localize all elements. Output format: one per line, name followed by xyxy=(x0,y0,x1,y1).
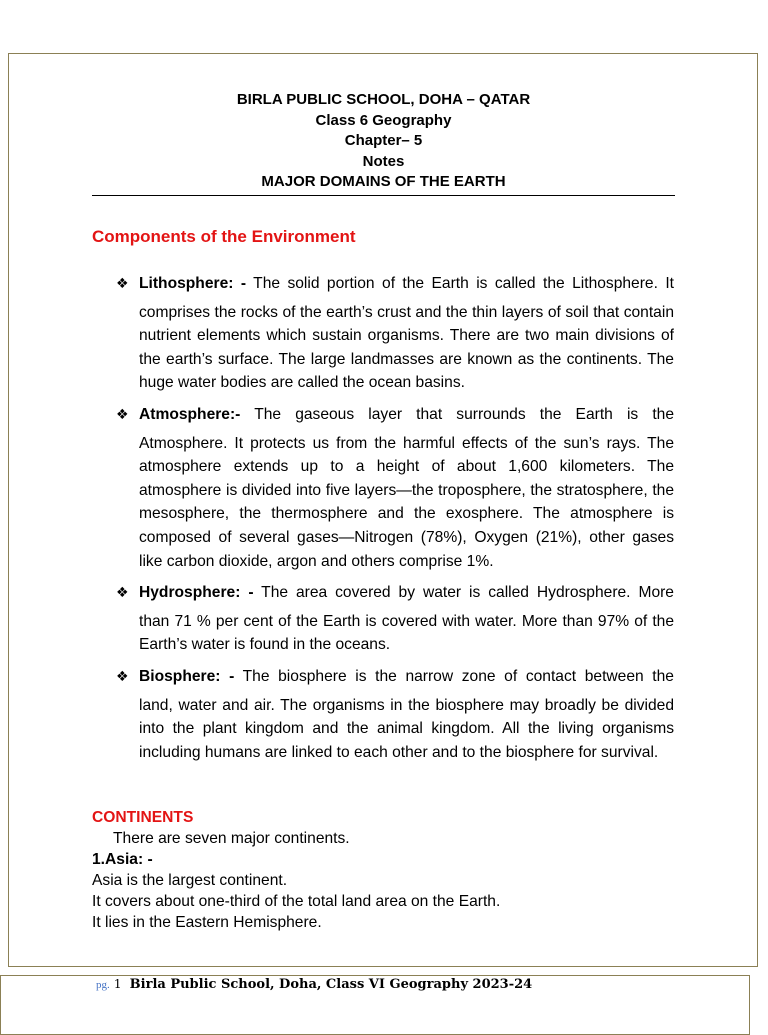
term-label: Hydrosphere: - xyxy=(139,584,254,602)
term-definition: land, water and air. The organisms in the biosphere may broadly be divided into the plant kingdom and the animal kingdom. All the living organisms including humans are linked to each other and to the biosphere for survival. xyxy=(139,696,674,761)
document-header xyxy=(92,90,675,193)
asia-heading: 1.Asia: - xyxy=(92,851,153,868)
list-item-atmosphere xyxy=(116,403,674,573)
term-label: Biosphere: - xyxy=(139,667,235,685)
diamond-bullet-icon: ❖ xyxy=(116,275,129,291)
term-label: Lithosphere: - xyxy=(139,275,247,292)
term-label: Atmosphere:- xyxy=(139,405,241,423)
continents-intro: There are seven major continents. xyxy=(113,830,350,847)
page-label: pg. xyxy=(96,979,110,991)
continents-heading: CONTINENTS xyxy=(92,809,194,826)
notes-label: Notes xyxy=(362,152,405,170)
components-list xyxy=(0,272,768,772)
footer-text: Birla Public School, Doha, Class VI Geography 2023-24 xyxy=(129,977,533,992)
term-definition-start: The biosphere is the narrow zone of contact between the xyxy=(234,667,674,685)
list-item-first-line xyxy=(139,581,674,605)
list-item-first-line xyxy=(139,272,674,296)
term-definition-start: The area covered by water is called Hydrosphere. More xyxy=(253,584,674,602)
section-heading: Components of the Environment xyxy=(92,227,356,246)
list-item-first-line xyxy=(139,403,674,427)
term-definition-start: The gaseous layer that surrounds the Earth is the xyxy=(240,405,674,423)
diamond-bullet-icon: ❖ xyxy=(116,584,129,601)
list-item-lithosphere xyxy=(116,272,675,395)
list-item-first-line xyxy=(139,665,674,689)
diamond-bullet-icon: ❖ xyxy=(116,405,129,422)
term-definition: than 71 % per cent of the Earth is covered with water. More than 97% of the Earth’s water is found in the oceans. xyxy=(139,612,674,654)
page-footer xyxy=(96,976,532,994)
asia-line: Asia is the largest continent. xyxy=(92,872,288,889)
chapter-label: Chapter– 5 xyxy=(344,132,423,150)
list-item-biosphere xyxy=(116,665,674,764)
term-definition: Atmosphere. It protects us from the harmful effects of the sun’s rays. The atmosphere extends up to a height of about 1,600 kilometers. The atmosphere is divided into five layers—the troposphere, the stratosphere, the mesosphere, the thermosphere and the exosphere. The atmosphere is composed of several gases—Nitrogen (78%), Oxygen (21%), other gases like carbon dioxide, argon and others comprise 1%. xyxy=(139,434,674,570)
page-number: 1 xyxy=(113,977,122,991)
header-divider xyxy=(92,195,675,196)
term-definition: comprises the rocks of the earth’s crust and the thin layers of soil that contain nutrient elements which sustain organisms. There are two main divisions of the earth’s surface. The large landmasses are known as the continents. The huge water bodies are called the ocean basins. xyxy=(139,303,674,392)
diamond-bullet-icon: ❖ xyxy=(116,667,129,684)
asia-line: It covers about one-third of the total land area on the Earth. xyxy=(92,893,501,910)
school-name: BIRLA PUBLIC SCHOOL, DOHA – QATAR xyxy=(236,91,531,108)
document-title: MAJOR DOMAINS OF THE EARTH xyxy=(261,173,506,191)
continents-section xyxy=(92,807,692,933)
term-definition-start: The solid portion of the Earth is called the Lithosphere. It xyxy=(246,275,675,292)
list-item-hydrosphere xyxy=(116,581,674,657)
asia-line: It lies in the Eastern Hemisphere. xyxy=(92,914,322,931)
class-label: Class 6 Geography xyxy=(315,111,452,129)
